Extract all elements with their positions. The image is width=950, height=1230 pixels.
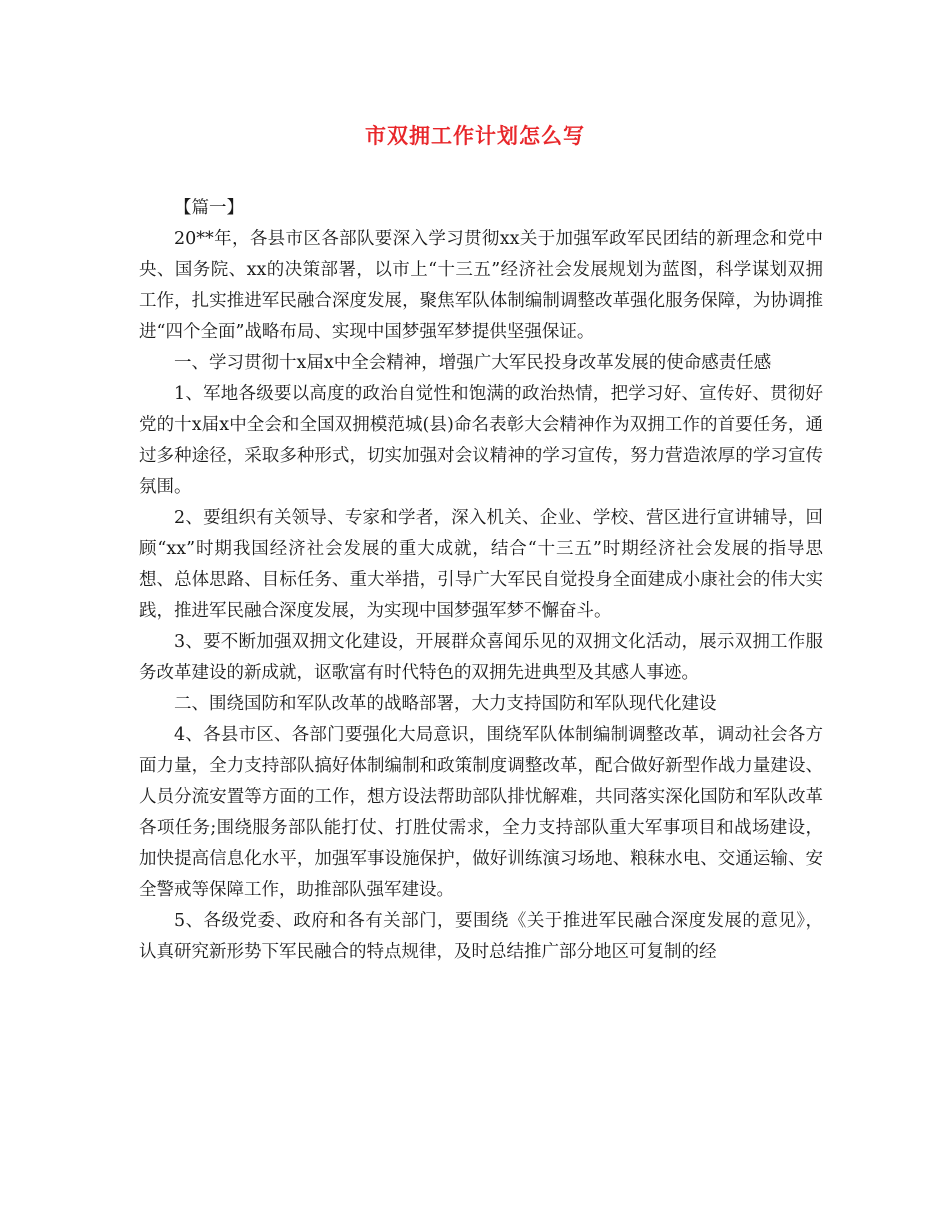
paragraph-item-1: 1、军地各级要以高度的政治自觉性和饱满的政治热情，把学习好、宣传好、贯彻好党的十x届x中全会和全国双拥模范城(县)命名表彰大会精神作为双拥工作的首要任务，通过多种途径，采取多种形式，切实加强对会议精神的学习宣传，努力营造浓厚的学习宣传氛围。 bbox=[139, 384, 823, 497]
heading-section-two: 二、围绕国防和军队改革的战略部署，大力支持国防和军队现代化建设 bbox=[174, 694, 717, 714]
paragraph-item-4: 4、各县市区、各部门要强化大局意识，围绕军队体制编制调整改革，调动社会各方面力量，全力支持部队搞好体制编制和政策制度调整改革，配合做好新型作战力量建设、人员分流安置等方面的工作，想方设法帮助部队排忧解难，共同落实深化国防和军队改革各项任务;围绕服务部队能打仗、打胜仗需求，全力支持部队重大军事项目和战场建设，加快提高信息化水平，加强军事设施保护，做好训练演习场地、粮秣水电、交通运输、安全警戒等保障工作，助推部队强军建设。 bbox=[139, 725, 823, 900]
paragraph-intro: 20**年，各县市区各部队要深入学习贯彻xx关于加强军政军民团结的新理念和党中央、国务院、xx的决策部署，以市上“十三五”经济社会发展规划为蓝图，科学谋划双拥工作，扎实推进军民融合深度发展，聚焦军队体制编制调整改革强化服务保障，为协调推进“四个全面”战略布局、实现中国梦强军梦提供坚强保证。 bbox=[139, 229, 823, 342]
document-body bbox=[139, 193, 823, 968]
paragraph-item-3: 3、要不断加强双拥文化建设，开展群众喜闻乐见的双拥文化活动，展示双拥工作服务改革建设的新成就，讴歌富有时代特色的双拥先进典型及其感人事迹。 bbox=[139, 632, 823, 683]
document-title: 市双拥工作计划怎么写 bbox=[365, 123, 585, 148]
heading-section-one: 一、学习贯彻十x届x中全会精神，增强广大军民投身改革发展的使命感责任感 bbox=[174, 353, 772, 373]
section-label: 【篇一】 bbox=[174, 198, 244, 218]
paragraph-item-2: 2、要组织有关领导、专家和学者，深入机关、企业、学校、营区进行宣讲辅导，回顾“xx”时期我国经济社会发展的重大成就，结合“十三五”时期经济社会发展的指导思想、总体思路、目标任务、重大举措，引导广大军民自觉投身全面建成小康社会的伟大实践，推进军民融合深度发展，为实现中国梦强军梦不懈奋斗。 bbox=[139, 508, 823, 621]
paragraph-item-5: 5、各级党委、政府和各有关部门，要围绕《关于推进军民融合深度发展的意见》，认真研究新形势下军民融合的特点规律，及时总结推广部分地区可复制的经 bbox=[139, 911, 823, 962]
